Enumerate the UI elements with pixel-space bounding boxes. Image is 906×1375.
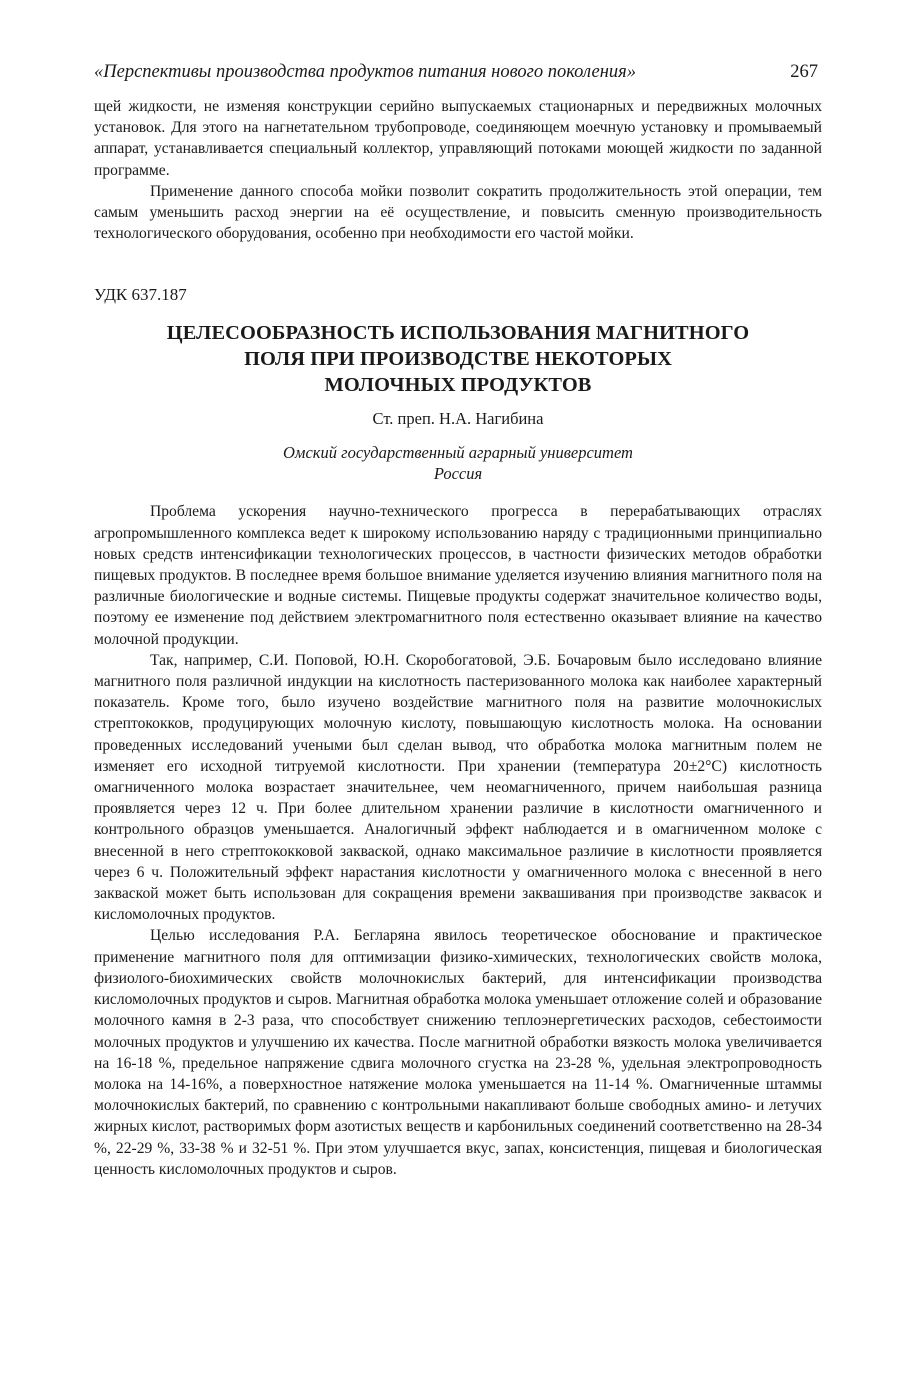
- page-number: 267: [790, 62, 818, 82]
- body-paragraph: Целью исследования Р.А. Бегларяна явилось теоретическое обоснование и практическое применение магнитного поля для оптимизации физико-химических, технологических свойств молока, физиолого-биохимических свойств молочнокислых бактерий, для интенсификации производства кисломолочных продуктов и сыров. Магнитная обработка молока уменьшает отложение солей и образование молочного камня в 2-3 раза, что способствует снижению теплоэнергетических расходов, себестоимости молочных продуктов и улучшению их качества. После магнитной обработки вязкость молока увеличивается на 16-18 %, предельное напряжение сдвига молочного сгустка на 23-28 %, удельная электропроводность молока на 14-16%, а поверхностное натяжение молока уменьшается на 11-14 %. Омагниченные штаммы молочнокислых бактерий, по сравнению с контрольными накапливают больше свободных амино- и летучих жирных кислот, растворимых форм азотистых веществ и карбонильных соединений соответственно на 28-34 %, 22-29 %, 33-38 % и 32-51 %. При этом улучшается вкус, запах, консистенция, пищевая и биологическая ценность кисломолочных продуктов и сыров.: [94, 927, 822, 1178]
- affiliation-country: Россия: [433, 464, 483, 484]
- document-page: [94, 60, 822, 1180]
- body-paragraph: Проблема ускорения научно-технического прогресса в перерабатывающих отраслях агропромышленного комплекса ведет к широкому использованию наряду с традиционными принципиально новых средств интенсификации технологических процессов, в частности физических методов обработки пищевых продуктов. В последнее время большое внимание уделяется изучению влияния магнитного поля на различные биологические и водные системы. Пищевые продукты содержат значительное количество воды, поэтому ее изменение под действием электромагнитного поля естественно оказывает влияние на качество молочной продукции.: [94, 503, 822, 648]
- article-title: [94, 320, 822, 398]
- udc-code: УДК 637.187: [94, 285, 187, 305]
- intro-paragraph: щей жидкости, не изменяя конструкции серийно выпускаемых стационарных и передвижных молочных установок. Для этого на нагнетательном трубопроводе, соединяющем моечную установку и промываемый аппарат, устанавливается специальный коллектор, управляющий потоками моющей жидкости по заданной программе.: [94, 98, 822, 179]
- affiliation-university: Омский государственный аграрный университет: [283, 443, 633, 463]
- article-title-line: МОЛОЧНЫХ ПРОДУКТОВ: [324, 374, 592, 397]
- author-line: Ст. преп. Н.А. Нагибина: [372, 409, 544, 429]
- body-paragraph: Так, например, С.И. Поповой, Ю.Н. Скоробогатовой, Э.Б. Бочаровым было исследовано влияние магнитного поля различной индукции на кислотность пастеризованного молока как наиболее характерный показатель. Кроме того, было изучено воздействие магнитного поля на развитие молочнокислых стрептококков, продуцирующих молочную кислоту, повышающую кислотность молока. На основании проведенных исследований учеными был сделан вывод, что обработка молока магнитным полем не изменяет его исходной титруемой кислотности. При хранении (температура 20±2°С) кислотность омагниченного молока возрастает значительнее, чем неомагниченного, причем наибольшая разница проявляется через 12 ч. При более длительном хранении различие в кислотности омагниченного и контрольного образцов уменьшается. Аналогичный эффект наблюдается и в омагниченном молоке с внесенной в него стрептококковой закваской, однако максимальное различие в кислотности проявляется через 6 ч. Положительный эффект нарастания кислотности у омагниченного молока с внесенной в него закваской может быть использован для сокращения времени заквашивания при производстве заквасок и кисломолочных продуктов.: [94, 651, 822, 924]
- intro-paragraph: Применение данного способа мойки позволит сократить продолжительность этой операции, тем самым уменьшить расход энергии на её осуществление, и повысить сменную производительность технологического оборудования, особенно при необходимости его частой мойки.: [94, 182, 822, 243]
- running-title: «Перспективы производства продуктов питания нового поколения»: [94, 62, 636, 82]
- article-title-line: ЦЕЛЕСООБРАЗНОСТЬ ИСПОЛЬЗОВАНИЯ МАГНИТНОГО: [166, 322, 750, 345]
- affiliation-block: [94, 442, 822, 484]
- page-header: [94, 60, 822, 84]
- article-title-line: ПОЛЯ ПРИ ПРОИЗВОДСТВЕ НЕКОТОРЫХ: [244, 348, 672, 371]
